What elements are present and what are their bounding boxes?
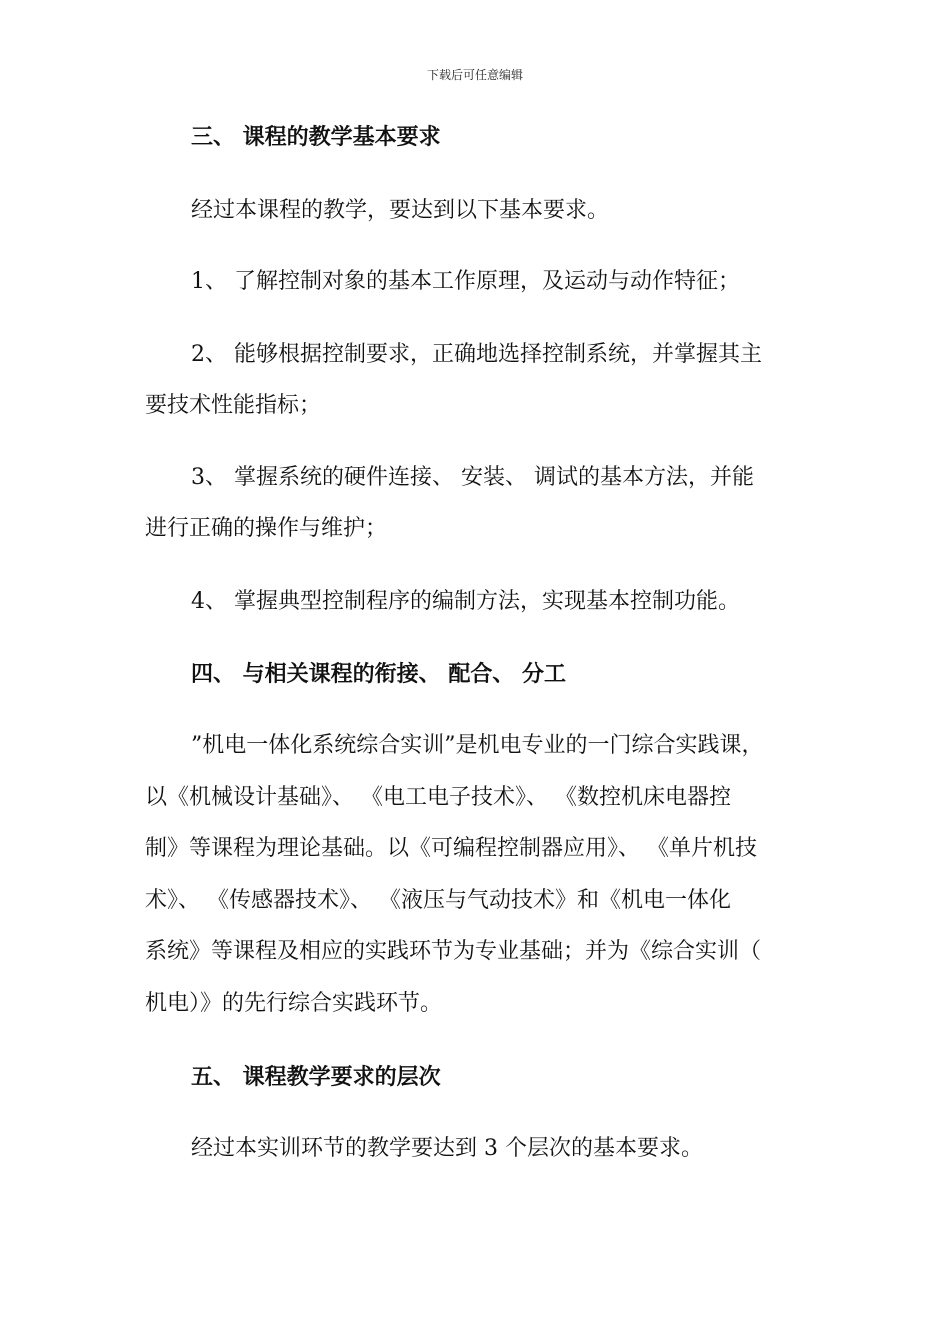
section-4-line-6: 机电）》的先行综合实践环节。 [145, 991, 443, 1016]
section-4-line-2: 以《机械设计基础》、 《电工电子技术》、 《数控机床电器控 [145, 785, 731, 810]
section-4-line-5: 系统》等课程及相应的实践环节为专业基础；并为《综合实训（ [145, 939, 762, 964]
section-4-line-1: ”机电一体化系统综合实训”是机电专业的一门综合实践课， [191, 733, 764, 758]
section-5-intro: 经过本实训环节的教学要达到 3 个层次的基本要求。 [191, 1136, 703, 1161]
requirement-item-2-line-2: 要技术性能指标； [145, 393, 322, 418]
section-4-line-3: 制》等课程为理论基础。以《可编程控制器应用》、 《单片机技 [145, 836, 757, 861]
requirement-item-3-line-2: 进行正确的操作与维护； [145, 516, 388, 541]
section-5-heading: 五、 课程教学要求的层次 [191, 1064, 441, 1090]
section-3-heading: 三、 课程的教学基本要求 [191, 124, 441, 150]
section-4-line-4: 术》、 《传感器技术》、 《液压与气动技术》和《机电一体化 [145, 888, 731, 913]
requirement-item-4: 4、 掌握典型控制程序的编制方法，实现基本控制功能。 [191, 589, 740, 614]
section-4-heading: 四、 与相关课程的衔接、 配合、 分工 [191, 661, 566, 687]
section-3-intro: 经过本课程的教学，要达到以下基本要求。 [191, 198, 610, 223]
requirement-item-1: 1、 了解控制对象的基本工作原理，及运动与动作特征； [191, 269, 740, 294]
requirement-item-2-line-1: 2、 能够根据控制要求，正确地选择控制系统，并掌握其主 [191, 342, 762, 367]
page-header-note: 下载后可任意编辑 [426, 68, 523, 82]
requirement-item-3-line-1: 3、 掌握系统的硬件连接、 安装、 调试的基本方法，并能 [191, 465, 754, 490]
